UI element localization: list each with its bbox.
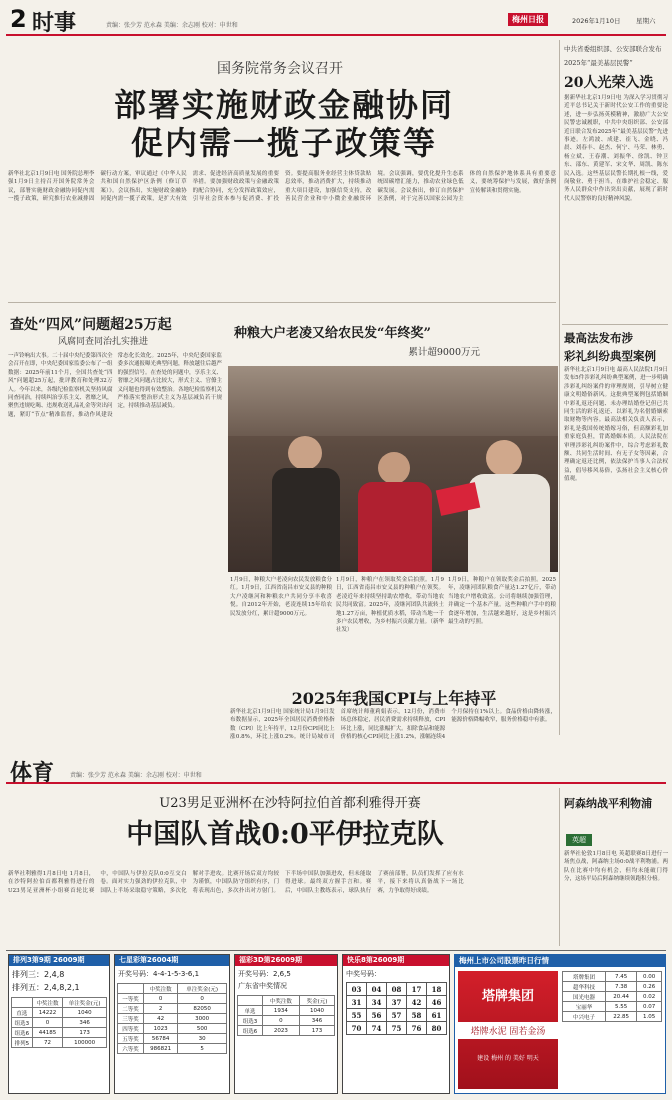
table-cell: 0 <box>178 994 227 1004</box>
table-cell: 组选3 <box>238 1016 263 1026</box>
table-cell: 34 <box>367 996 387 1009</box>
divider <box>8 302 556 303</box>
lottery-pl3 <box>8 954 110 1094</box>
table-cell: 2023 <box>262 1026 299 1036</box>
table-cell: 一等奖 <box>118 994 144 1004</box>
table-cell: 5 <box>178 1044 227 1054</box>
paper-logo: 梅州日报 <box>508 13 548 26</box>
table-cell <box>238 996 263 1006</box>
table-cell: 82050 <box>178 1004 227 1014</box>
issue-weekday: 星期六 <box>636 17 656 25</box>
table-cell: 42 <box>407 996 427 1009</box>
table-cell: 46 <box>427 996 447 1009</box>
sports-body: 新华社利雅得1月8日电 1月8日，在沙特阿拉伯首都利雅得进行的U23男足亚洲杯小组赛首轮比赛中，中国队与伊拉克队0:0互交白卷。面对实力强劲的伊拉克队，中国队上半场采取稳守策略，多次化解对手进攻。比赛开场后双方均较为谨慎，中国队防守组织有序，门将表现出色，多次扑出对方射门。下半场中国队加强进攻，但未能取得进球。最终双方握手言和。赛后，中国队主教练表示，球队执行了赛前部署，队员们发挥了应有水平，接下来将认真备战下一场比赛，力争取得好成绩。 <box>8 871 464 894</box>
table-cell: 单注奖金(元) <box>178 984 227 994</box>
table-cell: 二等奖 <box>118 1004 144 1014</box>
table-cell: 三等奖 <box>118 1014 144 1024</box>
right-top-kicker: 中共省委组织部、公安部联合发布 <box>564 45 662 53</box>
table-cell: 30 <box>178 1034 227 1044</box>
photo-story-body: 1月9日，种粮户在领取奖金后拍照。1月9日，江西省南昌市安义县的种粮户在领奖。老凌近年来持续坚持助农增收，带动当地农民共同致富。2025年，凌继河团队共流转土地1.27万亩，种植优质水稻，带动当地一千多户农民增收，为乡村振兴贡献力量。（新华社发） <box>336 577 444 634</box>
table-cell: 80 <box>427 1022 447 1035</box>
sports-right-headline: 阿森纳战平利物浦 <box>564 797 652 810</box>
stock-ad <box>454 954 666 1094</box>
lead-story-headline-1: 部署实施财政金融协同 <box>113 86 454 124</box>
sports-right-body: 新华社伦敦1月8日电 英超联赛8日进行一场焦点战，阿森纳主场0:0战平利物浦。两队在比赛中均有机会，但均未能破门得分，这场平局后阿森纳继续领跑积分榜。 <box>564 851 668 883</box>
table-cell: 75 <box>387 1022 407 1035</box>
table-cell: 986821 <box>144 1044 178 1054</box>
divider <box>562 324 668 325</box>
section-title: 时事 <box>32 10 77 36</box>
company-name: 塔牌集团 <box>481 989 534 1004</box>
photo-caption: 1月9日，种粮大户老凌向农民发放粮食分红。1月9日，江西省南昌市安义县的种粮大户凌继河和种粮农户共同分享丰收喜悦。自2012年开始，老凌连续15年给农民发放分红，累计超9000万元。 <box>230 577 332 617</box>
table-cell: 塔牌集团 <box>563 972 606 982</box>
table-cell: 72 <box>32 1038 63 1048</box>
table-cell: 74 <box>367 1022 387 1035</box>
table-cell: 0 <box>144 994 178 1004</box>
table-cell: 55 <box>347 1009 367 1022</box>
ad-banner <box>458 971 558 1089</box>
photo-story-subhead: 累计超9000万元 <box>408 347 480 358</box>
table-cell: 组选6 <box>238 1026 263 1036</box>
table-cell: 56784 <box>144 1034 178 1044</box>
right-top-body: 据新华社北京1月9日电 为深入学习贯彻习近平总书记关于新时代公安工作的重要论述，进一步弘扬英模精神，激励广大公安民警忠诚履职，中共中央组织部、公安部近日联合发布2025年“最美基层民警”先进事迹。左鸿波、成建、崔飞、金晓、冯晨、刘春丰、赵杰、何宁、马荣、林勇、杨立斌、王春潮、刘振华、徐凯、钟卫东、邵东、黄建军、宋文华、周凯、陈东民入选。这些基层民警长期扎根一线，爱岗敬业、勇于担当，在维护社会稳定、服务人民群众中作出突出贡献，展现了新时代人民警察的良好精神风貌。 <box>564 95 668 202</box>
lottery-pl3-line1: 排列三：2,4,8 <box>12 970 65 979</box>
fourwinds-headline: 查处“四风”问题超25万起 <box>10 317 172 333</box>
lottery-kl8-line1: 中奖号码： <box>346 970 381 978</box>
premier-league-badge: 英超 <box>566 834 592 846</box>
right-mid-body: 新华社北京1月9日电 最高人民法院1月9日发布5件涉彩礼纠纷典型案例，进一步明确涉彩礼纠纷案件的审理规则，引导树立健康文明婚俗新风。这批典型案例包括婚姻中彩礼返还问题、未办理结婚登记但已共同生活的彩礼返还、以彩礼为名借婚姻索取财物等内容。最高法相关负责人表示，彩礼是我国传统婚嫁习俗，但高额彩礼加重家庭负担，背离婚姻本质。人民法院在审理涉彩礼纠纷案件中，综合考虑彩礼数额、共同生活时间、有无子女等因素，合理确定返还比例，依法保护当事人合法权益，倡导移风易俗，弘扬社会主义核心价值观。 <box>564 367 668 483</box>
photo-story-headline: 种粮大户老凌又给农民发“年终奖” <box>234 326 431 341</box>
table-cell: 单注奖金(元) <box>63 998 107 1008</box>
fourwinds-subhead: 风腐同查同治扎实推进 <box>58 337 149 347</box>
table-cell: 0.07 <box>637 1002 662 1012</box>
lottery-fc3d <box>234 954 338 1094</box>
lottery-fc3d-line1: 广东省中奖情况 <box>238 982 287 990</box>
table-cell: 57 <box>387 1009 407 1022</box>
table-cell: 173 <box>63 1028 107 1038</box>
table-cell: 14222 <box>32 1008 63 1018</box>
table-cell <box>118 984 144 994</box>
lottery-pl3-table <box>11 997 107 1048</box>
lottery-qxc-title: 七星彩第26004期 <box>115 955 229 966</box>
lottery-qxc <box>114 954 230 1094</box>
lottery-fc3d-table <box>237 995 335 1036</box>
table-cell: 中兴电子 <box>563 1012 606 1022</box>
lottery-pl3-title: 排列3第9期 26009期 <box>9 955 109 966</box>
sports-editor-credits: 责编：张少芳 范永森 美编：余志刚 校对：申世和 <box>70 772 202 779</box>
page-number: 2 <box>10 5 27 33</box>
table-cell: 六等奖 <box>118 1044 144 1054</box>
company-tagline: 建设 梅州 的 美好 明天 <box>477 1055 539 1062</box>
lottery-fc3d-line2: 开奖号码：2,6,5 <box>238 970 291 978</box>
table-cell: 国光电器 <box>563 992 606 1002</box>
table-cell: 31 <box>347 996 367 1009</box>
masthead <box>6 4 666 36</box>
table-cell: 超华科技 <box>563 982 606 992</box>
table-cell: 42 <box>144 1014 178 1024</box>
cpi-headline: 2025年我国CPI与上年持平 <box>291 689 497 708</box>
company-slogan: 塔牌水泥 固若金汤 <box>458 1022 558 1039</box>
table-cell: 0 <box>262 1016 299 1026</box>
table-cell: 0.00 <box>637 972 662 982</box>
table-cell: 56 <box>367 1009 387 1022</box>
table-cell: 1.05 <box>637 1012 662 1022</box>
table-cell: 76 <box>407 1022 427 1035</box>
lead-story-kicker: 国务院常务会议召开 <box>217 61 343 77</box>
table-cell: 0.02 <box>637 992 662 1002</box>
stock-ad-title: 梅州上市公司股票昨日行情 <box>455 955 665 967</box>
table-cell: 3000 <box>178 1014 227 1024</box>
table-cell: 中奖注数 <box>262 996 299 1006</box>
table-cell: 44185 <box>32 1028 63 1038</box>
sports-masthead <box>6 756 666 784</box>
table-cell: 03 <box>347 983 367 996</box>
table-cell: 173 <box>299 1026 334 1036</box>
table-cell: 7.45 <box>605 972 636 982</box>
table-cell: 1934 <box>262 1006 299 1016</box>
cpi-body: 新华社北京1月9日电 国家统计局1月9日发布数据显示，2025年全国居民消费价格指数（CPI）比上年持平，12月份CPI同比上涨0.8%，环比上涨0.2%。统计局城市司首席统计师董莉娟表示，12月份，消费市场总体稳定，居民消费需求持续释放，CPI环比上涨，同比涨幅扩大。扣除食品和能源价格的核心CPI同比上涨1.2%，涨幅连续4个月保持在1%以上。食品价格由降转涨，能源价格降幅收窄，服务价格稳中有涨。 <box>230 709 556 741</box>
lottery-kl8-title: 快乐8第26009期 <box>343 955 449 966</box>
editor-credits: 责编：张少芳 范永森 美编：余志刚 校对：申世和 <box>106 22 238 29</box>
table-cell: 58 <box>407 1009 427 1022</box>
lottery-kl8-grid <box>346 982 447 1035</box>
lead-story-body: 新华社北京1月9日电 国务院总理李强1月9日主持召开国务院常务会议，部署实施财政金融协同促内需一揽子政策，研究推行农业减排固碳行动方案，审议通过《中华人民共和国自然保护区条例（修订草案）》。会议指出，实施财政金融协同促内需一揽子政策，是扩大有效需求、促进经济高质量发展的重要举措。要加强财政政策与金融政策的配合协同，充分发挥政策效应，引导社会资本参与促消费、扩投资。要提高服务业经营主体贷款贴息效率，推动消费扩大，持续推动重大项目建设，加强信贷支持，改善民营企业和中小微企业融资环境。会议强调，要优化提升生态系统固碳增汇能力，推动农业绿色低碳发展。会议指出，修订自然保护区条例，对于完善以国家公园为主体的自然保护地体系具有重要意义，要统筹保护与发展，做好条例宣传解读和贯彻实施。 <box>8 171 556 203</box>
table-cell: 70 <box>347 1022 367 1035</box>
right-mid-headline-2: 彩礼纠纷典型案例 <box>564 349 656 363</box>
table-cell: 中奖注数 <box>32 998 63 1008</box>
news-photo <box>228 366 558 572</box>
table-cell: 20.44 <box>605 992 636 1002</box>
table-cell <box>12 998 33 1008</box>
table-cell: 中奖注数 <box>144 984 178 994</box>
right-top-headline: 20人光荣入选 <box>564 75 654 91</box>
table-cell: 2 <box>144 1004 178 1014</box>
table-cell: 直选 <box>12 1008 33 1018</box>
table-cell: 四等奖 <box>118 1024 144 1034</box>
table-cell: 0 <box>32 1018 63 1028</box>
lead-story-headline-2: 促内需一揽子政策等 <box>130 124 437 162</box>
lottery-qxc-table <box>117 983 227 1054</box>
lottery-qxc-line1: 开奖号码：4-4-1-5-3-6,1 <box>118 970 200 978</box>
table-cell: 04 <box>367 983 387 996</box>
divider <box>6 950 666 951</box>
table-cell: 组选3 <box>12 1018 33 1028</box>
table-cell: 17 <box>407 983 427 996</box>
table-cell: 08 <box>387 983 407 996</box>
table-cell: 100000 <box>63 1038 107 1048</box>
issue-date: 2026年1月10日 <box>572 17 621 25</box>
table-cell: 18 <box>427 983 447 996</box>
sports-label: 体育 <box>10 760 55 786</box>
table-cell: 346 <box>63 1018 107 1028</box>
table-cell: 奖金(元) <box>299 996 334 1006</box>
table-cell: 346 <box>299 1016 334 1026</box>
table-cell: 0.26 <box>637 982 662 992</box>
fourwinds-body: 一声铃响出大事。二十届中央纪委第四次全会召开在即，中央纪委国家监委公布了一组数据：2025年前11个月，全国共查处“四风”问题超25万起，批评教育和处理32万人。今年以来，各级纪检监察机关坚持风腐同查同治，持续纠治享乐主义、奢靡之风，聚焦违规吃喝、违规收送礼品礼金等突出问题，紧盯“节点”精准监督，推动作风建设常态化长效化。2025年，中央纪委国家监委多次通报曝光典型问题，释放越往后越严的强烈信号。在查处的问题中，享乐主义、奢靡之风问题占比较大，形式主义、官僚主义问题也得到有效整治。各地纪检监察机关严格落实整治形式主义为基层减负若干规定，持续推动基层减负。 <box>8 353 222 418</box>
table-cell: 37 <box>387 996 407 1009</box>
table-cell: 500 <box>178 1024 227 1034</box>
table-cell: 组选6 <box>12 1028 33 1038</box>
sports-kicker: U23男足亚洲杯在沙特阿拉伯首都利雅得开赛 <box>159 796 421 811</box>
table-cell: 五等奖 <box>118 1034 144 1044</box>
mid-story-body: 1月9日，种粮户在领取奖金后拍照。2025年，凌继河团队粮食产量达1.27亿斤，带动当地农户增收致富。公司将继续加强管理，并确定一个基本产量。这些种粮户手中的粮食逐年增加，生活越来越好，这是乡村振兴最生动的写照。 <box>448 577 556 626</box>
right-mid-headline-1: 最高法发布涉 <box>564 331 633 345</box>
right-top-subkicker: 2025年“最美基层民警” <box>564 59 633 67</box>
right-column-divider <box>559 40 560 735</box>
table-cell: 7.38 <box>605 982 636 992</box>
lottery-kl8 <box>342 954 450 1094</box>
table-cell: 宝丽华 <box>563 1002 606 1012</box>
stock-table <box>562 971 662 1022</box>
table-cell: 排列5 <box>12 1038 33 1048</box>
table-cell: 1023 <box>144 1024 178 1034</box>
lottery-pl3-line2: 排列五：2,4,8,2,1 <box>12 983 80 992</box>
sports-right-divider <box>559 788 560 946</box>
lottery-fc3d-title: 福彩3D第26009期 <box>235 955 337 966</box>
table-cell: 1040 <box>299 1006 334 1016</box>
table-cell: 22.85 <box>605 1012 636 1022</box>
sports-headline: 中国队首战0:0平伊拉克队 <box>126 819 444 850</box>
table-cell: 5.55 <box>605 1002 636 1012</box>
table-cell: 单选 <box>238 1006 263 1016</box>
table-cell: 61 <box>427 1009 447 1022</box>
table-cell: 1040 <box>63 1008 107 1018</box>
